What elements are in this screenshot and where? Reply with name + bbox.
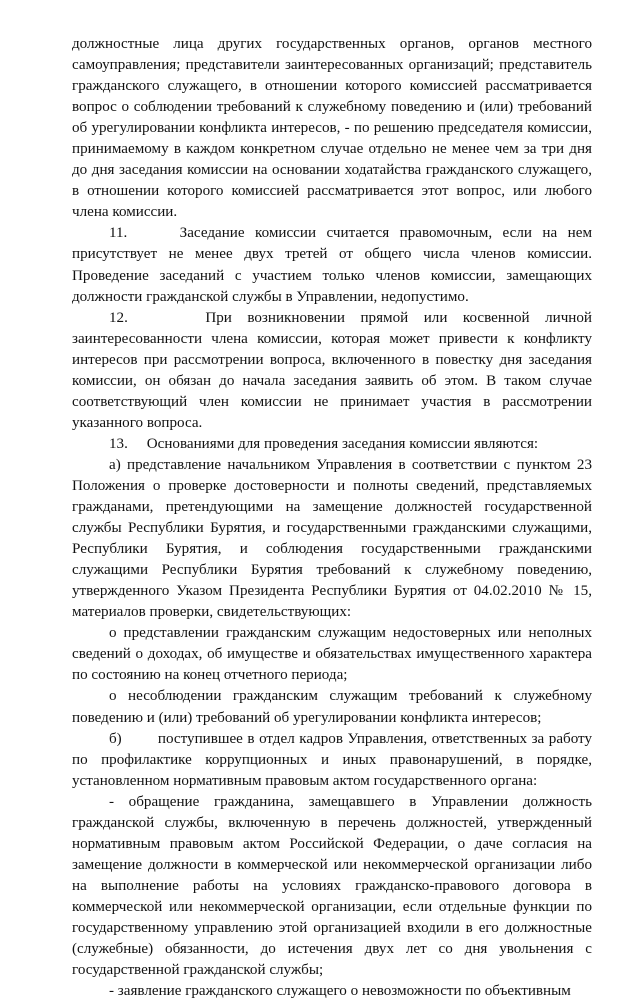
paragraph-clause-13-b-item-1: - обращение гражданина, замещавшего в Управлении должность гражданской службы, включенную в перечень должностей, утвержденный нормативным правовым актом Российской Федерации, о даче согласия на замещение должности в коммерческой или некоммерческой организации либо на выполнение работы на условиях гражданско-правового договора в коммерческой или некоммерческой организации, если отдельные функции по государственному управлению этой организацией входили в его должностные (служебные) обязанности, до истечения двух лет со дня увольнения с государственной гражданской службы; bbox=[72, 793, 592, 979]
document-page bbox=[72, 34, 592, 1002]
paragraph-clause-13-a-item-1: о представлении гражданским служащим недостоверных или неполных сведений о доходах, об имуществе и обязательствах имущественного характера по состоянию на конец отчетного периода; bbox=[72, 625, 592, 684]
paragraph-clause-13-a-item-2: о несоблюдении гражданским служащим требований к служебному поведению и (или) требований об урегулировании конфликта интересов; bbox=[72, 688, 592, 726]
paragraph-clause-13-b-item-2: - заявление гражданского служащего о невозможности по объективным bbox=[109, 983, 571, 1000]
paragraph-clause-13-b: б) поступившее в отдел кадров Управления, ответственных за работу по профилактике коррупционных и иных правонарушений, в порядке, установленном нормативным правовым актом государственного органа: bbox=[72, 730, 592, 789]
paragraph-clause-13-a: а) представление начальником Управления в соответствии с пунктом 23 Положения о проверке достоверности и полноты сведений, представляемых гражданами, претендующими на замещение должностей государственной службы Республики Бурятия, и государственными гражданскими служащими, Республики Бурятия, и соблюдения государственными гражданскими служащими Республики Бурятия требований к служебному поведению, утвержденного Указом Президента Республики Бурятия от 04.02.2010 № 15, материалов проверки, свидетельствующих: bbox=[72, 456, 592, 621]
paragraph-clause-12: 12. При возникновении прямой или косвенной личной заинтересованности члена комиссии, которая может привести к конфликту интересов при рассмотрении вопроса, включенного в повестку дня заседания комиссии, он обязан до начала заседания заявить об этом. В таком случае соответствующий член комиссии не принимает участия в рассмотрении указанного вопроса. bbox=[72, 309, 592, 431]
paragraph-clause-11: 11. Заседание комиссии считается правомочным, если на нем присутствует не менее двух третей от общего числа членов комиссии. Проведение заседаний с участием только членов комиссии, замещающих должности гражданской службы в Управлении, недопустимо. bbox=[72, 225, 592, 305]
paragraph-continuation: должностные лица других государственных органов, органов местного самоуправления; представители заинтересованных организаций; представитель гражданского служащего, в отношении которого комиссией рассматривается вопрос о соблюдении требований к служебному поведению и (или) требований об урегулировании конфликта интересов, - по решению председателя комиссии, принимаемому в каждом конкретном случае отдельно не менее чем за три дня до дня заседания комиссии на основании ходатайства гражданского служащего, в отношении которого комиссией рассматривается этот вопрос, или любого члена комиссии. bbox=[72, 36, 592, 221]
paragraph-clause-13: 13. Основаниями для проведения заседания комиссии являются: bbox=[109, 435, 539, 452]
